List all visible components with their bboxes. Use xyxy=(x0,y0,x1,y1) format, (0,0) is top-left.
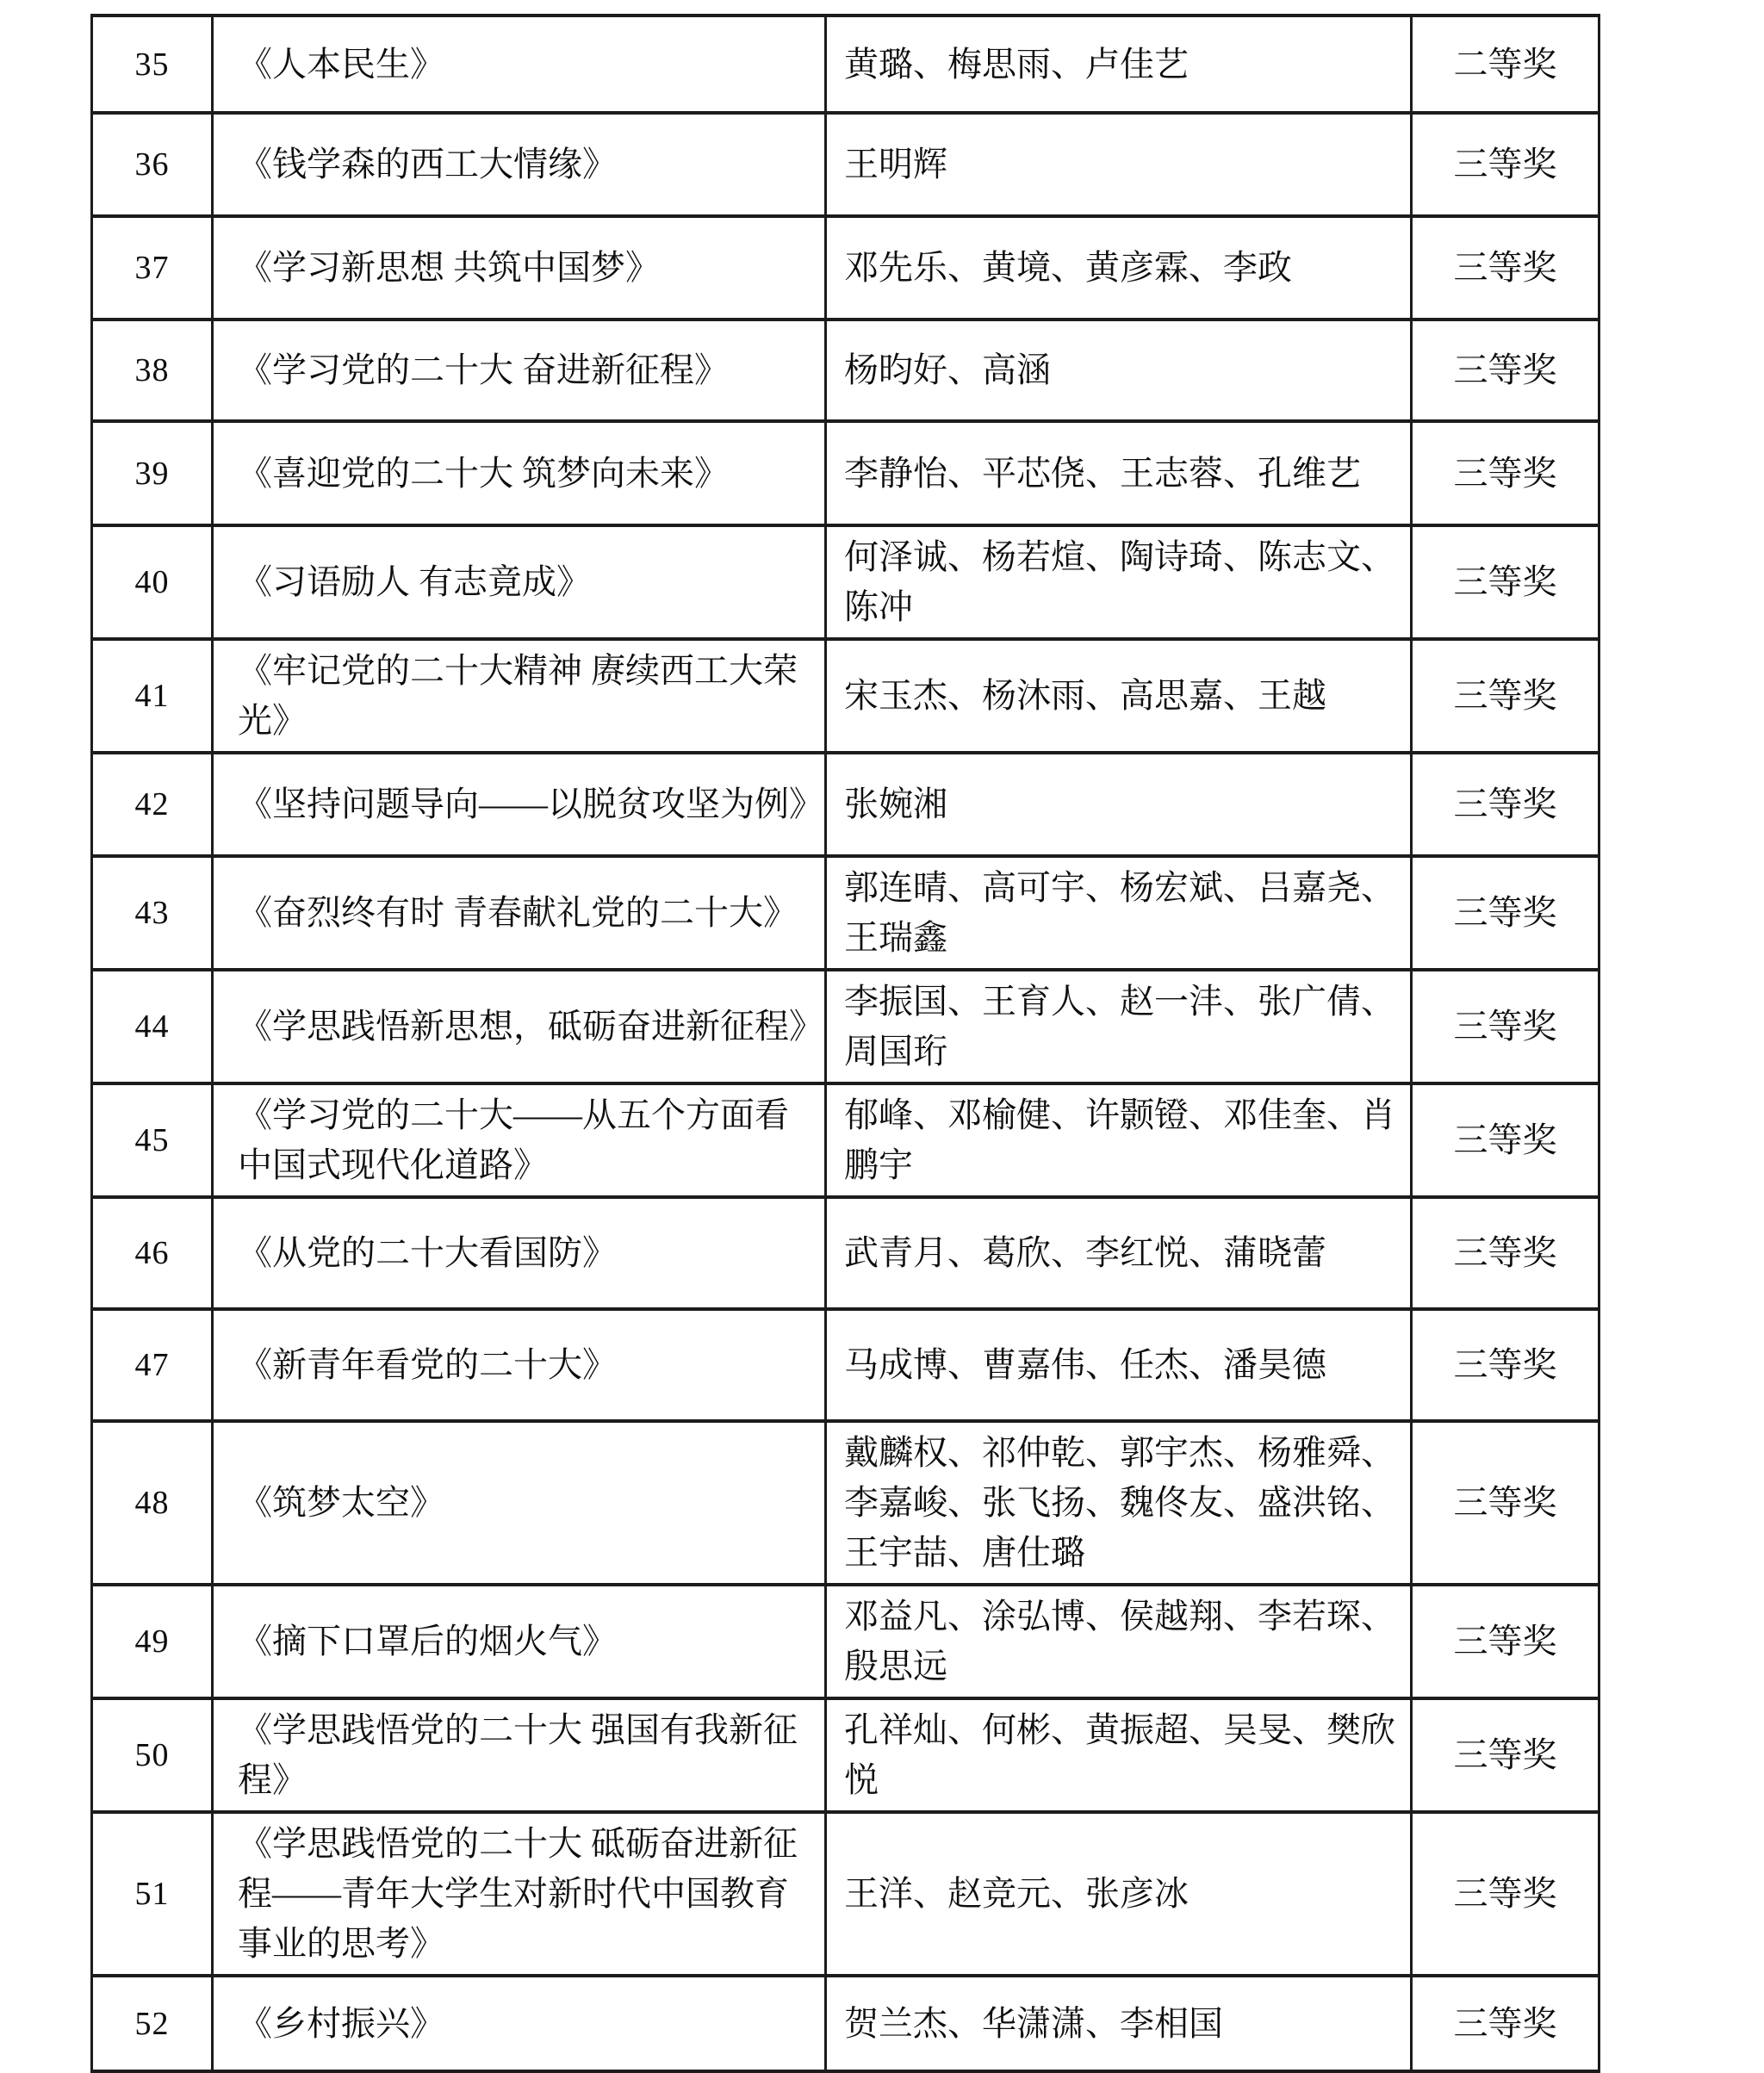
award-level-cell: 三等奖 xyxy=(1412,1976,1599,2071)
row-number-cell: 37 xyxy=(92,216,213,320)
authors-cell: 黄璐、梅思雨、卢佳艺 xyxy=(826,16,1412,113)
authors-cell: 杨昀好、高涵 xyxy=(826,320,1412,421)
row-number-cell: 51 xyxy=(92,1812,213,1976)
work-title-cell: 《学思践悟新思想，砥砺奋进新征程》 xyxy=(213,970,826,1083)
row-number-cell: 50 xyxy=(92,1698,213,1812)
row-number-cell: 47 xyxy=(92,1309,213,1421)
table-row xyxy=(92,1698,1599,1812)
work-title-cell: 《学习党的二十大 奋进新征程》 xyxy=(213,320,826,421)
authors-cell: 何泽诚、杨若煊、陶诗琦、陈志文、陈冲 xyxy=(826,525,1412,639)
row-number-cell: 40 xyxy=(92,525,213,639)
work-title-cell: 《学思践悟党的二十大 砥砺奋进新征程——青年大学生对新时代中国教育事业的思考》 xyxy=(213,1812,826,1976)
row-number-cell: 43 xyxy=(92,856,213,970)
table-row xyxy=(92,525,1599,639)
award-level-cell: 三等奖 xyxy=(1412,1698,1599,1812)
row-number-cell: 35 xyxy=(92,16,213,113)
authors-cell: 郭连晴、高可宇、杨宏斌、吕嘉尧、王瑞鑫 xyxy=(826,856,1412,970)
award-level-cell: 三等奖 xyxy=(1412,113,1599,216)
row-number-cell: 45 xyxy=(92,1083,213,1197)
row-number-cell: 41 xyxy=(92,639,213,753)
row-number-cell: 44 xyxy=(92,970,213,1083)
row-number-cell: 52 xyxy=(92,1976,213,2071)
row-number-cell: 39 xyxy=(92,421,213,525)
table-row xyxy=(92,421,1599,525)
table-row xyxy=(92,970,1599,1083)
table-row xyxy=(92,856,1599,970)
authors-cell: 戴麟权、祁仲乾、郭宇杰、杨雅舜、李嘉峻、张飞扬、魏佟友、盛洪铭、王宇喆、唐仕璐 xyxy=(826,1421,1412,1585)
authors-cell: 王洋、赵竞元、张彦冰 xyxy=(826,1812,1412,1976)
table-row xyxy=(92,639,1599,753)
award-level-cell: 三等奖 xyxy=(1412,1197,1599,1309)
table-row xyxy=(92,16,1599,113)
work-title-cell: 《奋烈终有时 青春献礼党的二十大》 xyxy=(213,856,826,970)
work-title-cell: 《摘下口罩后的烟火气》 xyxy=(213,1585,826,1698)
award-level-cell: 三等奖 xyxy=(1412,1309,1599,1421)
authors-cell: 郁峰、邓榆健、许颢镫、邓佳奎、肖鹏宇 xyxy=(826,1083,1412,1197)
table-row xyxy=(92,1421,1599,1585)
work-title-cell: 《学思践悟党的二十大 强国有我新征程》 xyxy=(213,1698,826,1812)
work-title-cell: 《人本民生》 xyxy=(213,16,826,113)
authors-cell: 武青月、葛欣、李红悦、蒲晓蕾 xyxy=(826,1197,1412,1309)
work-title-cell: 《牢记党的二十大精神 赓续西工大荣光》 xyxy=(213,639,826,753)
authors-cell: 王明辉 xyxy=(826,113,1412,216)
table-row xyxy=(92,113,1599,216)
award-table xyxy=(90,14,1600,2073)
authors-cell: 马成博、曹嘉伟、任杰、潘昊德 xyxy=(826,1309,1412,1421)
award-level-cell: 三等奖 xyxy=(1412,1585,1599,1698)
award-level-cell: 三等奖 xyxy=(1412,639,1599,753)
row-number-cell: 49 xyxy=(92,1585,213,1698)
authors-cell: 宋玉杰、杨沐雨、高思嘉、王越 xyxy=(826,639,1412,753)
award-level-cell: 三等奖 xyxy=(1412,1421,1599,1585)
table-row xyxy=(92,1083,1599,1197)
row-number-cell: 46 xyxy=(92,1197,213,1309)
authors-cell: 李振国、王育人、赵一沣、张广倩、周国珩 xyxy=(826,970,1412,1083)
work-title-cell: 《喜迎党的二十大 筑梦向未来》 xyxy=(213,421,826,525)
work-title-cell: 《新青年看党的二十大》 xyxy=(213,1309,826,1421)
work-title-cell: 《筑梦太空》 xyxy=(213,1421,826,1585)
work-title-cell: 《乡村振兴》 xyxy=(213,1976,826,2071)
authors-cell: 邓益凡、涂弘博、侯越翔、李若琛、殷思远 xyxy=(826,1585,1412,1698)
award-level-cell: 三等奖 xyxy=(1412,970,1599,1083)
award-level-cell: 三等奖 xyxy=(1412,1812,1599,1976)
award-level-cell: 三等奖 xyxy=(1412,525,1599,639)
authors-cell: 李静怡、平芯侥、王志蓉、孔维艺 xyxy=(826,421,1412,525)
table-row xyxy=(92,1197,1599,1309)
table-row xyxy=(92,1812,1599,1976)
award-level-cell: 三等奖 xyxy=(1412,421,1599,525)
award-level-cell: 三等奖 xyxy=(1412,753,1599,856)
table-row xyxy=(92,1309,1599,1421)
row-number-cell: 48 xyxy=(92,1421,213,1585)
work-title-cell: 《钱学森的西工大情缘》 xyxy=(213,113,826,216)
table-row xyxy=(92,216,1599,320)
work-title-cell: 《习语励人 有志竟成》 xyxy=(213,525,826,639)
work-title-cell: 《学习新思想 共筑中国梦》 xyxy=(213,216,826,320)
table-row xyxy=(92,1976,1599,2071)
table-row xyxy=(92,1585,1599,1698)
work-title-cell: 《坚持问题导向——以脱贫攻坚为例》 xyxy=(213,753,826,856)
authors-cell: 贺兰杰、华潇潇、李相国 xyxy=(826,1976,1412,2071)
authors-cell: 张婉湘 xyxy=(826,753,1412,856)
award-level-cell: 二等奖 xyxy=(1412,16,1599,113)
table-row xyxy=(92,753,1599,856)
authors-cell: 邓先乐、黄境、黄彦霖、李政 xyxy=(826,216,1412,320)
authors-cell: 孔祥灿、何彬、黄振超、吴旻、樊欣悦 xyxy=(826,1698,1412,1812)
row-number-cell: 36 xyxy=(92,113,213,216)
award-level-cell: 三等奖 xyxy=(1412,320,1599,421)
work-title-cell: 《从党的二十大看国防》 xyxy=(213,1197,826,1309)
work-title-cell: 《学习党的二十大——从五个方面看中国式现代化道路》 xyxy=(213,1083,826,1197)
award-level-cell: 三等奖 xyxy=(1412,1083,1599,1197)
award-level-cell: 三等奖 xyxy=(1412,856,1599,970)
award-level-cell: 三等奖 xyxy=(1412,216,1599,320)
row-number-cell: 38 xyxy=(92,320,213,421)
table-row xyxy=(92,320,1599,421)
row-number-cell: 42 xyxy=(92,753,213,856)
